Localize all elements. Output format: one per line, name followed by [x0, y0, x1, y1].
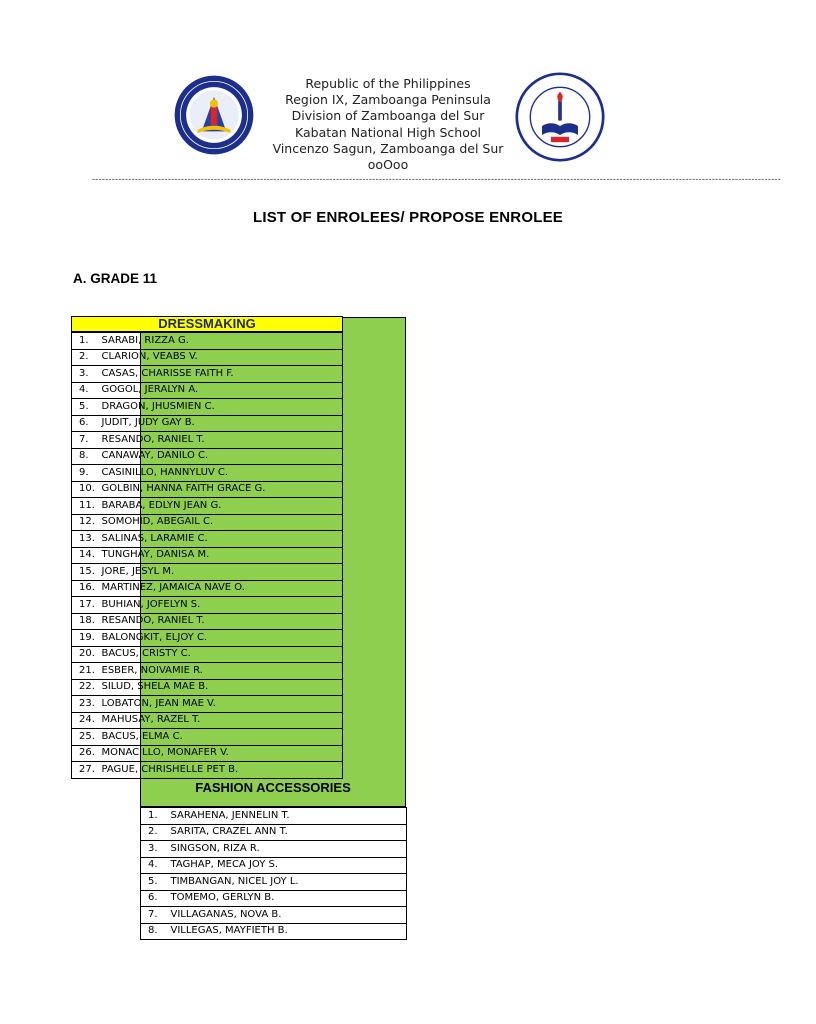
row-number: 10. [72, 481, 102, 498]
table-row [141, 857, 407, 874]
student-name: TUNGHAY, DANISA M. [102, 547, 343, 564]
row-number: 8. [72, 448, 102, 465]
table-row [72, 564, 343, 581]
fashion-accessories-table [140, 807, 407, 940]
row-number: 5. [141, 874, 171, 891]
table-row [141, 824, 407, 841]
row-number: 2. [141, 824, 171, 841]
row-number: 2. [72, 349, 102, 366]
row-number: 1. [141, 808, 171, 825]
table-row [72, 382, 343, 399]
table-row [141, 841, 407, 858]
table-row [141, 923, 407, 940]
row-number: 9. [72, 465, 102, 482]
row-number: 18. [72, 613, 102, 630]
row-number: 3. [141, 841, 171, 858]
table-row [72, 613, 343, 630]
row-number: 8. [141, 923, 171, 940]
table-row [72, 630, 343, 647]
dressmaking-heading: DRESSMAKING [71, 316, 343, 332]
student-name: VILLEGAS, MAYFIETH B. [171, 923, 407, 940]
row-number: 12. [72, 514, 102, 531]
student-name: DRAGON, JHUSMIEN C. [102, 399, 343, 416]
table-row [72, 481, 343, 498]
student-name: SARAHENA, JENNELIN T. [171, 808, 407, 825]
student-name: CASINILLO, HANNYLUV C. [102, 465, 343, 482]
fashion-accessories-heading: FASHION ACCESSORIES [195, 780, 351, 795]
student-name: BALONGKIT, ELJOY C. [102, 630, 343, 647]
student-name: BUHIAN, JOFELYN S. [102, 597, 343, 614]
student-name: PAGUE, CHRISHELLE PET B. [102, 762, 343, 779]
table-row [72, 349, 343, 366]
row-number: 6. [72, 415, 102, 432]
table-row [72, 745, 343, 762]
row-number: 22. [72, 679, 102, 696]
school-header [252, 76, 524, 173]
header-line: Kabatan National High School [295, 124, 481, 140]
student-name: MAHUSAY, RAZEL T. [102, 712, 343, 729]
table-row [141, 874, 407, 891]
row-number: 16. [72, 580, 102, 597]
header-line: Division of Zamboanga del Sur [291, 108, 485, 124]
student-name: BACUS, CRISTY C. [102, 646, 343, 663]
student-name: CASAS, CHARISSE FAITH F. [102, 366, 343, 383]
row-number: 5. [72, 399, 102, 416]
table-row [72, 663, 343, 680]
student-name: TOMEMO, GERLYN B. [171, 890, 407, 907]
student-name: JUDIT, JUDY GAY B. [102, 415, 343, 432]
row-number: 15. [72, 564, 102, 581]
table-row [72, 646, 343, 663]
row-number: 6. [141, 890, 171, 907]
student-name: CANAWAY, DANILO C. [102, 448, 343, 465]
student-name: JORE, JESYL M. [102, 564, 343, 581]
row-number: 3. [72, 366, 102, 383]
header-line: Republic of the Philippines [305, 76, 471, 91]
header-separator: ----------------------------------------------------------------------------------------------------------------------------------------------------------------------------------------------------------------- [92, 174, 782, 184]
table-row [72, 729, 343, 746]
row-number: 26. [72, 745, 102, 762]
row-number: 14. [72, 547, 102, 564]
student-name: VILLAGANAS, NOVA B. [171, 907, 407, 924]
student-name: MONACILLO, MONAFER V. [102, 745, 343, 762]
student-name: GOGOL, JERALYN A. [102, 382, 343, 399]
table-row [72, 696, 343, 713]
table-row [72, 712, 343, 729]
row-number: 25. [72, 729, 102, 746]
student-name: SINGSON, RIZA R. [171, 841, 407, 858]
row-number: 20. [72, 646, 102, 663]
table-row [141, 890, 407, 907]
row-number: 4. [72, 382, 102, 399]
grade-heading: A. GRADE 11 [73, 271, 158, 286]
student-name: SARABI, RIZZA G. [102, 333, 343, 350]
deped-seal-logo [173, 74, 255, 156]
table-row [72, 333, 343, 350]
table-row [72, 366, 343, 383]
student-name: BACUS, ELMA C. [102, 729, 343, 746]
student-name: RESANDO, RANIEL T. [102, 613, 343, 630]
row-number: 23. [72, 696, 102, 713]
header-line: Region IX, Zamboanga Peninsula [285, 92, 491, 108]
student-name: SARITA, CRAZEL ANN T. [171, 824, 407, 841]
student-name: TAGHAP, MECA JOY S. [171, 857, 407, 874]
table-row [72, 547, 343, 564]
student-name: SOMOHID, ABEGAIL C. [102, 514, 343, 531]
table-row [72, 531, 343, 548]
row-number: 4. [141, 857, 171, 874]
student-name: GOLBIN, HANNA FAITH GRACE G. [102, 481, 343, 498]
row-number: 11. [72, 498, 102, 515]
header-line: ooOoo [367, 157, 409, 173]
row-number: 24. [72, 712, 102, 729]
row-number: 7. [72, 432, 102, 449]
table-row [72, 498, 343, 515]
row-number: 27. [72, 762, 102, 779]
table-row [72, 432, 343, 449]
student-name: TIMBANGAN, NICEL JOY L. [171, 874, 407, 891]
student-name: LOBATON, JEAN MAE V. [102, 696, 343, 713]
dressmaking-table [71, 332, 343, 779]
student-name: SILUD, SHELA MAE B. [102, 679, 343, 696]
student-name: MARTINEZ, JAMAICA NAVE O. [102, 580, 343, 597]
row-number: 19. [72, 630, 102, 647]
table-row [72, 514, 343, 531]
table-row [72, 465, 343, 482]
table-row [72, 580, 343, 597]
table-row [72, 762, 343, 779]
row-number: 21. [72, 663, 102, 680]
table-row [141, 907, 407, 924]
table-row [72, 448, 343, 465]
student-name: CLARION, VEABS V. [102, 349, 343, 366]
student-name: RESANDO, RANIEL T. [102, 432, 343, 449]
row-number: 13. [72, 531, 102, 548]
student-name: SALINAS, LARAMIE C. [102, 531, 343, 548]
school-seal-logo [515, 72, 605, 162]
page-title: LIST OF ENROLEES/ PROPOSE ENROLEE [253, 209, 563, 226]
table-row [72, 399, 343, 416]
table-row [72, 415, 343, 432]
student-name: BARABA, EDLYN JEAN G. [102, 498, 343, 515]
row-number: 1. [72, 333, 102, 350]
header-line: Vincenzo Sagun, Zamboanga del Sur [272, 140, 504, 156]
table-row [72, 597, 343, 614]
student-name: ESBER, NOIVAMIE R. [102, 663, 343, 680]
row-number: 17. [72, 597, 102, 614]
table-row [141, 808, 407, 825]
row-number: 7. [141, 907, 171, 924]
table-row [72, 679, 343, 696]
